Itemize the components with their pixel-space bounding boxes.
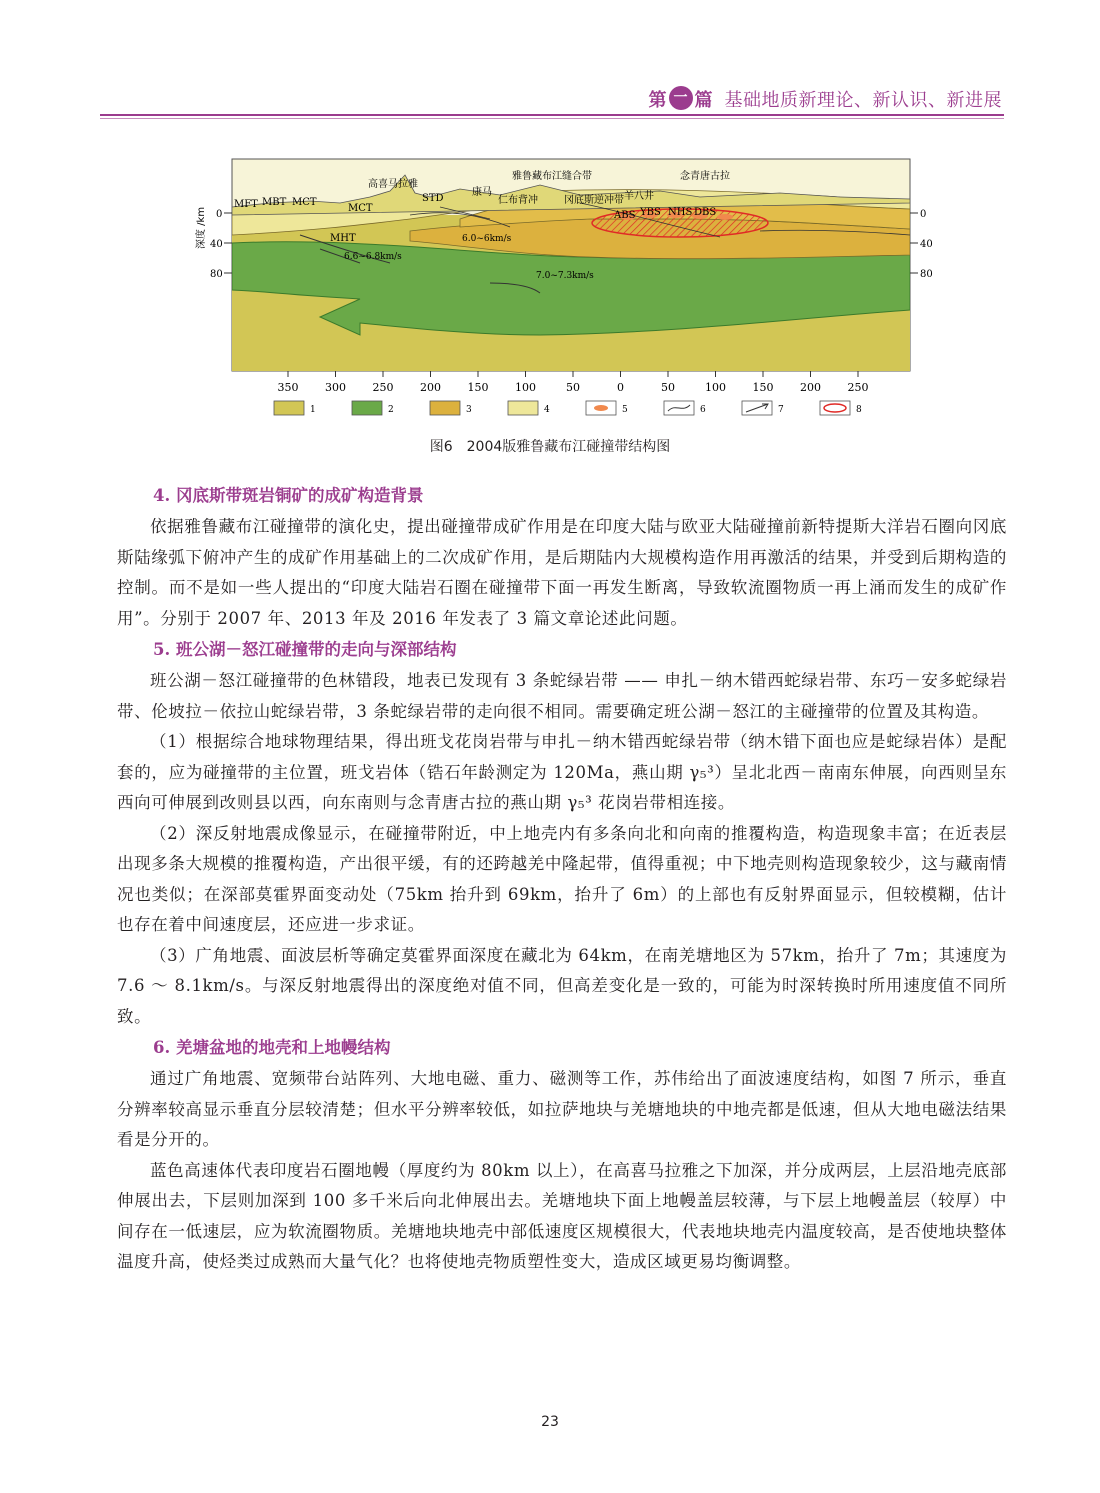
distance-tick-label: 50 xyxy=(566,381,580,394)
label-mbt: MBT xyxy=(262,197,287,208)
legend-label: 8 xyxy=(856,405,862,415)
depth-axis-title: 深度 /km xyxy=(196,206,207,249)
legend-label: 5 xyxy=(622,405,628,415)
header-subtitle: 基础地质新理论、新认识、新进展 xyxy=(724,90,1002,111)
section-title: 4. 冈底斯带斑岩铜矿的成矿构造背景 xyxy=(153,486,424,505)
distance-tick-label: 150 xyxy=(752,381,774,394)
depth-axis-left xyxy=(210,209,232,280)
label-velocity-2: 6.6~6.8km/s xyxy=(344,252,402,262)
paragraph: 蓝色高速体代表印度岩石圈地幔（厚度约为 80km 以上），在高喜马拉雅之下加深，并分成两层，上层沿地壳底部伸展出去，下层则加深到 100 多千米后向北伸展出去。羌塘地块下面上地幔盖层较薄，与下层上地幔盖层（较厚）中间存在一低速层，应为软流圈物质。羌塘地块地壳中部低速度区规模很大，代表地块地壳内温度较高，是否使地块整体温度升高，使烃类过成熟而大量气化？也将使地壳物质塑性变大，造成区域更易均衡调整。 xyxy=(117,1160,1007,1271)
depth-tick-right: 80 xyxy=(920,269,933,280)
label-mct: MCT xyxy=(292,197,317,208)
label-nhs: NHS xyxy=(668,207,693,218)
legend-label: 6 xyxy=(700,405,706,415)
depth-tick-right: 0 xyxy=(920,209,927,220)
label-std: STD xyxy=(422,193,444,204)
label-ybs: YBS xyxy=(640,207,661,218)
legend-swatch xyxy=(352,401,382,415)
legend-label: 3 xyxy=(466,405,472,415)
melt-pocket xyxy=(717,214,733,220)
cross-section-diagram xyxy=(160,145,950,455)
label-high-himalaya: 高喜马拉雅 xyxy=(368,179,418,190)
header-rule-thin xyxy=(100,118,1004,119)
depth-tick-right: 40 xyxy=(920,239,933,250)
paragraph: （2）深反射地震成像显示，在碰撞带附近，中上地壳内有多条向北和向南的推覆构造，构造现象丰富；在近表层出现多条大规模的推覆构造，产出很平缓，有的还跨越羌中隆起带，值得重视；中下地壳则构造现象较少，这与藏南情况也类似；在深部莫霍界面变动处（75km 抬升到 69km，抬升了 6m）的上部也有反射界面显示，但较模糊，估计也存在着中间速度层，还应进一步求证。 xyxy=(117,823,1007,934)
header-rule xyxy=(100,114,1004,116)
label-abs: ABS xyxy=(614,210,636,221)
label-gangdise-thrust: 冈底斯逆冲带 xyxy=(564,195,624,206)
label-nyainqentanglha: 念青唐古拉 xyxy=(680,171,730,182)
label-renbu-backthrust: 仁布背冲 xyxy=(498,195,538,206)
label-mft: MFT xyxy=(234,199,258,210)
legend-label: 4 xyxy=(544,405,550,415)
distance-tick-label: 200 xyxy=(800,381,821,394)
figure-collision-zone-section xyxy=(160,145,950,455)
label-velocity-3: 7.0~7.3km/s xyxy=(536,271,594,281)
legend-label: 2 xyxy=(388,405,394,415)
figure-legend xyxy=(274,401,862,415)
paragraph: 依据雅鲁藏布江碰撞带的演化史，提出碰撞带成矿作用是在印度大陆与欧亚大陆碰撞前新特提斯大洋岩石圈向冈底斯陆缘弧下俯冲产生的成矿作用基础上的二次成矿作用，是后期陆内大规模构造作用再激活的结果，并受到后期构造的控制。而不是如一些人提出的“印度大陆岩石圈在碰撞带下面一再发生断离，导致软流圈物质一再上涌而发生的成矿作用”。分别于 2007 年、2013 年及 2016 年发表了 3 篇文章论述此问题。 xyxy=(117,517,1007,628)
section-title: 5. 班公湖－怒江碰撞带的走向与深部结构 xyxy=(153,640,457,659)
legend-swatch xyxy=(274,401,304,415)
distance-tick-label: 100 xyxy=(705,381,726,394)
label-yangbajing: 羊八井 xyxy=(624,191,654,202)
paragraph: 通过广角地震、宽频带台站阵列、大地电磁、重力、磁测等工作，苏伟给出了面波速度结构，如图 7 所示，垂直分辨率较高显示垂直分层较清楚；但水平分辨率较低，如拉萨地块与羌塘地块的中地壳都是低速，但从大地电磁法结果看是分开的。 xyxy=(117,1069,1007,1149)
distance-tick-label: 50 xyxy=(661,381,675,394)
label-velocity-1: 6.0~6km/s xyxy=(462,234,512,244)
paragraph: 班公湖－怒江碰撞带的色林错段，地表已发现有 3 条蛇绿岩带 —— 申扎－纳木错西蛇绿岩带、东巧－安多蛇绿岩带、伦坡拉－依拉山蛇绿岩带，3 条蛇绿岩带的走向很不相同。需要确定班公湖－怒江的主碰撞带的位置及其构造。 xyxy=(117,671,1007,721)
depth-tick-left: 80 xyxy=(210,269,223,280)
section-title: 6. 羌塘盆地的地壳和上地幔结构 xyxy=(153,1038,391,1057)
depth-axis-right xyxy=(910,209,933,280)
legend-melt-icon xyxy=(594,405,608,411)
label-kangma: 康马 xyxy=(472,187,492,198)
distance-tick-label: 300 xyxy=(325,381,346,394)
header-badge: 一 xyxy=(669,86,693,110)
legend-label: 1 xyxy=(310,405,316,415)
label-mht: MHT xyxy=(330,233,356,244)
article-body xyxy=(117,480,1007,1278)
paragraph: （1）根据综合地球物理结果，得出班戈花岗岩带与申扎－纳木错西蛇绿岩带（纳木错下面也应是蛇绿岩体）是配套的，应为碰撞带的主位置，班戈岩体（锆石年龄测定为 120Ma，燕山期 γ₅³）呈北北西－南南东伸展，向西则呈东西向可伸展到改则县以西，向东南则与念青唐古拉的燕山期 γ₅³ 花岗岩带相连接。 xyxy=(117,732,1007,812)
header-title xyxy=(649,86,1003,112)
distance-tick-label: 100 xyxy=(515,381,536,394)
header-suffix: 篇 xyxy=(694,90,713,111)
distance-tick-label: 200 xyxy=(420,381,441,394)
distance-axis xyxy=(278,371,869,394)
legend-swatch xyxy=(430,401,460,415)
label-dbs: DBS xyxy=(694,207,717,218)
header-prefix: 第 xyxy=(648,90,667,111)
label-yarlung-suture: 雅鲁藏布江缝合带 xyxy=(512,171,592,182)
running-header xyxy=(0,78,1100,114)
depth-tick-left: 40 xyxy=(210,239,223,250)
distance-tick-label: 250 xyxy=(372,381,394,394)
legend-swatch xyxy=(508,401,538,415)
depth-tick-left: 0 xyxy=(216,209,223,220)
figure-caption: 图6 2004版雅鲁藏布江碰撞带结构图 xyxy=(429,439,671,455)
page-number: 23 xyxy=(541,1414,559,1430)
distance-tick-label: 250 xyxy=(847,381,869,394)
distance-tick-label: 350 xyxy=(277,381,299,394)
label-mct-2: MCT xyxy=(348,203,373,214)
distance-tick-label: 0 xyxy=(617,381,624,394)
distance-tick-label: 150 xyxy=(467,381,489,394)
legend-label: 7 xyxy=(778,405,784,415)
paragraph: （3）广角地震、面波层析等确定莫霍界面深度在藏北为 64km，在南羌塘地区为 57km，抬升了 7m；其速度为 7.6 ～ 8.1km/s。与深反射地震得出的深度绝对值不同，但高差变化是一致的，可能为时深转换时所用速度值不同所致。 xyxy=(117,945,1007,1026)
